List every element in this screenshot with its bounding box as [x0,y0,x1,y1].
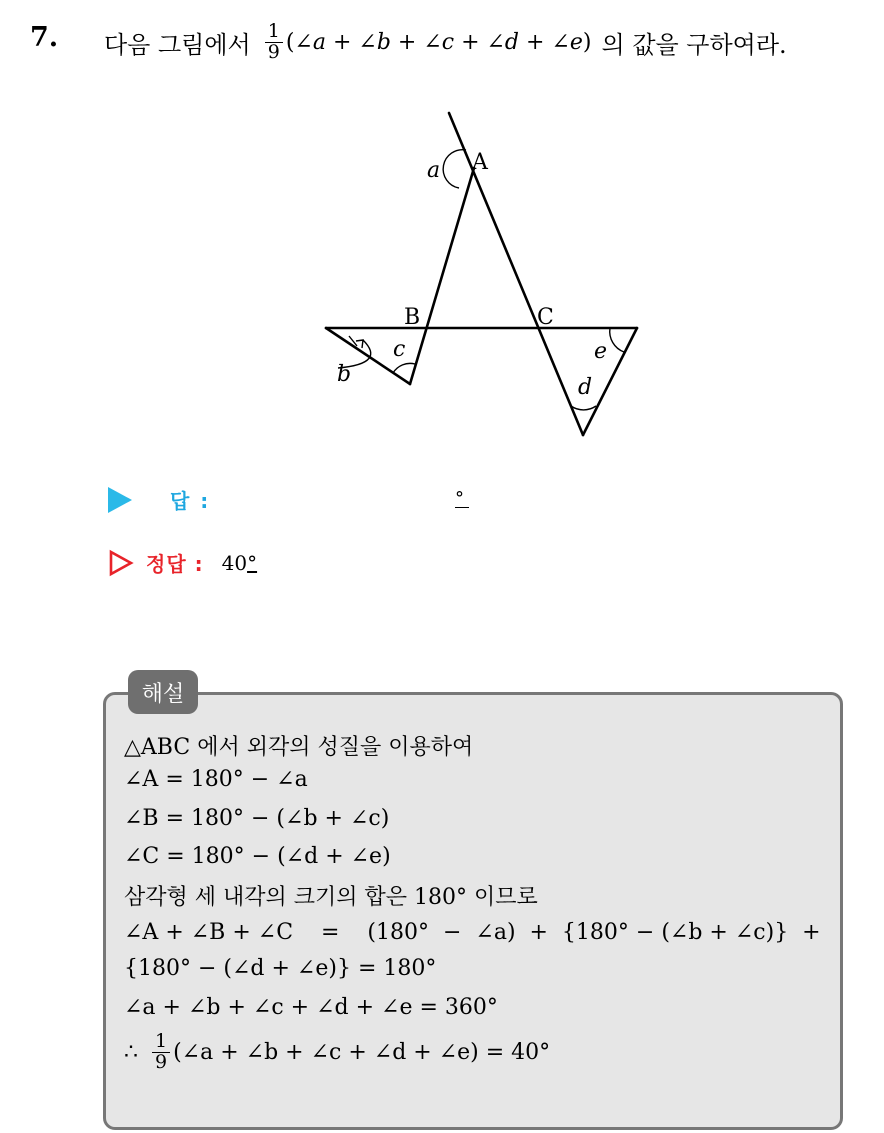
label-angle-d: d [578,375,593,400]
solution-tab: 해설 [128,670,198,714]
solution-line-6: ∠A + ∠B + ∠C = (180° − ∠a) + {180° − (∠b + ∠c)} + [124,920,821,945]
solution-line-3: ∠B = 180° − (∠b + ∠c) [124,806,390,831]
answer-label: 답 : [170,489,211,513]
angle-arc-a [443,150,466,188]
question-expression: (∠a + ∠b + ∠c + ∠d + ∠e) [285,29,592,55]
line-a-b [410,168,474,384]
label-angle-a: a [427,158,441,183]
answer-row [108,485,210,514]
angle-arrow-b [356,340,363,348]
answer-unit: ° [455,488,464,509]
answer-blank[interactable] [455,488,469,508]
play-outline-icon [108,549,134,577]
solution-line-5: 삼각형 세 내각의 크기의 합은 180° 이므로 [124,885,538,910]
line-a-c [449,113,583,435]
fraction-denominator: 9 [267,40,280,63]
fraction-numerator: 1 [265,22,283,43]
solution-line-2: ∠A = 180° − ∠a [124,767,308,792]
correct-answer-row [108,548,257,577]
solution-line-1: △ABC 에서 외각의 성질을 이용하여 [124,735,474,760]
label-angle-b: b [337,362,352,387]
play-icon [108,487,132,513]
label-angle-e: e [594,339,608,364]
angle-arc-e [610,328,624,352]
solution-final-expression: (∠a + ∠b + ∠c + ∠d + ∠e) = 40° [173,1039,551,1065]
question-suffix: 의 값을 구하여라. [601,30,787,59]
angle-arc-c [393,363,415,373]
therefore-symbol: ∴ [124,1039,138,1065]
label-vertex-a: A [472,150,488,175]
correct-answer-value: 40° [221,550,258,575]
label-angle-c: c [393,337,406,362]
label-vertex-c: C [537,305,554,330]
correct-answer-label: 정답 : [146,552,204,576]
question-prefix: 다음 그림에서 [104,30,251,59]
solution-line-4: ∠C = 180° − (∠d + ∠e) [124,844,391,869]
geometry-figure [0,0,884,470]
solution-line-7: {180° − (∠d + ∠e)} = 180° [124,956,437,981]
solution-final-line [124,1032,550,1073]
solution-fraction: $\frac{1}{9}$ [152,1032,170,1073]
label-vertex-b: B [404,305,421,330]
question-number: 7. [30,22,59,53]
solution-line-8: ∠a + ∠b + ∠c + ∠d + ∠e = 360° [124,995,498,1020]
angle-arc-d [571,406,596,410]
